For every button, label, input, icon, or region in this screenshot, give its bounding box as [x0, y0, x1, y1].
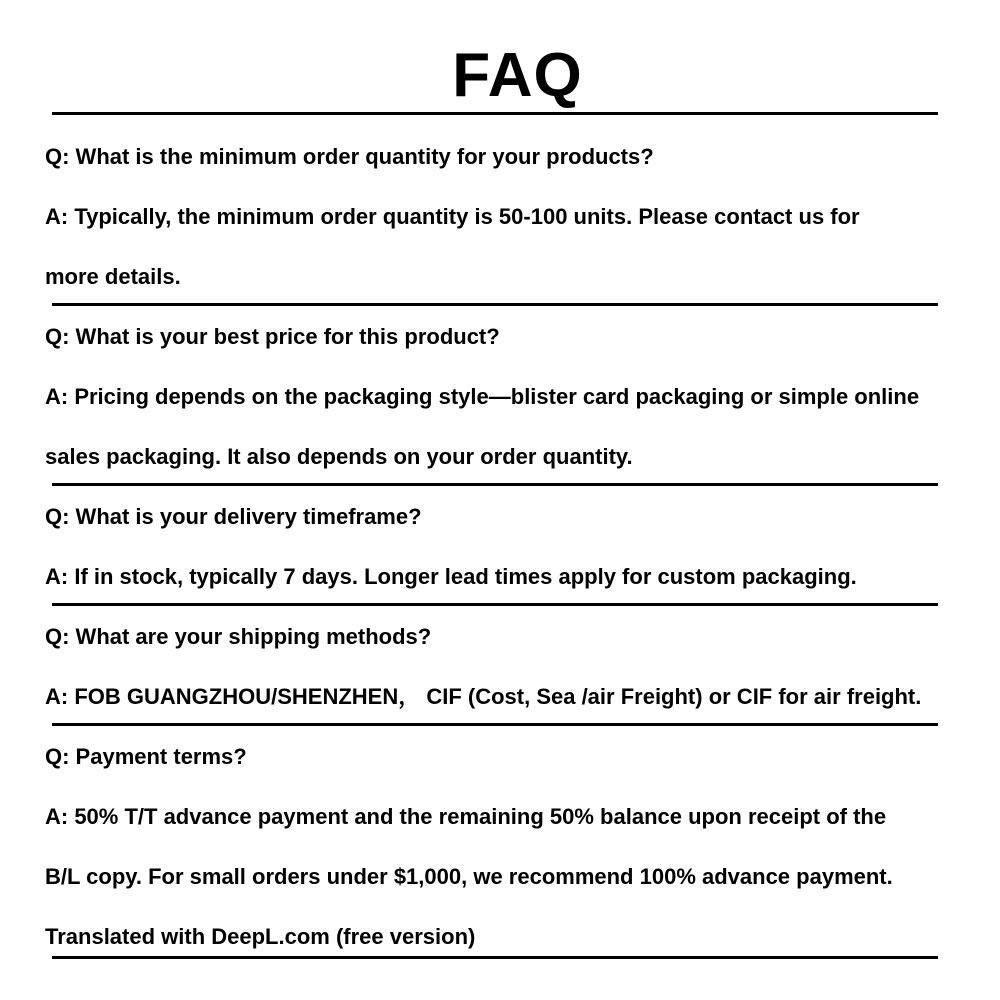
- faq-section-price: [45, 307, 950, 487]
- title-divider: [52, 112, 938, 115]
- faq-section-shipping: [45, 607, 950, 727]
- answer-line: A: Typically, the minimum order quantity is 50-100 units. Please contact us for: [45, 204, 860, 229]
- question-line: Q: What is your best price for this product?: [45, 324, 500, 349]
- question-line: Q: Payment terms?: [45, 744, 247, 769]
- faq-section-moq: [45, 127, 950, 307]
- page-title: FAQ: [452, 41, 583, 110]
- faq-section-delivery: [45, 487, 950, 607]
- answer-line: A: 50% T/T advance payment and the remaining 50% balance upon receipt of the: [45, 804, 887, 829]
- answer-line: more details.: [45, 264, 181, 289]
- translation-note: Translated with DeepL.com (free version): [45, 924, 476, 949]
- answer-line: A: FOB GUANGZHOU/SHENZHEN， CIF (Cost, Sea /air Freight) or CIF for air freight.: [45, 684, 922, 709]
- section-divider: [52, 303, 938, 306]
- question-line: Q: What is your delivery timeframe?: [45, 504, 422, 529]
- answer-line: A: Pricing depends on the packaging style—blister card packaging or simple online: [45, 384, 920, 409]
- question-line: Q: What are your shipping methods?: [45, 624, 432, 649]
- question-line: Q: What is the minimum order quantity for your products?: [45, 144, 654, 169]
- faq-section-payment: [45, 727, 950, 907]
- faq-content: [45, 127, 950, 959]
- answer-line: A: If in stock, typically 7 days. Longer lead times apply for custom packaging.: [45, 564, 857, 589]
- answer-line: B/L copy. For small orders under $1,000, we recommend 100% advance payment.: [45, 864, 893, 889]
- answer-line: sales packaging. It also depends on your order quantity.: [45, 444, 633, 469]
